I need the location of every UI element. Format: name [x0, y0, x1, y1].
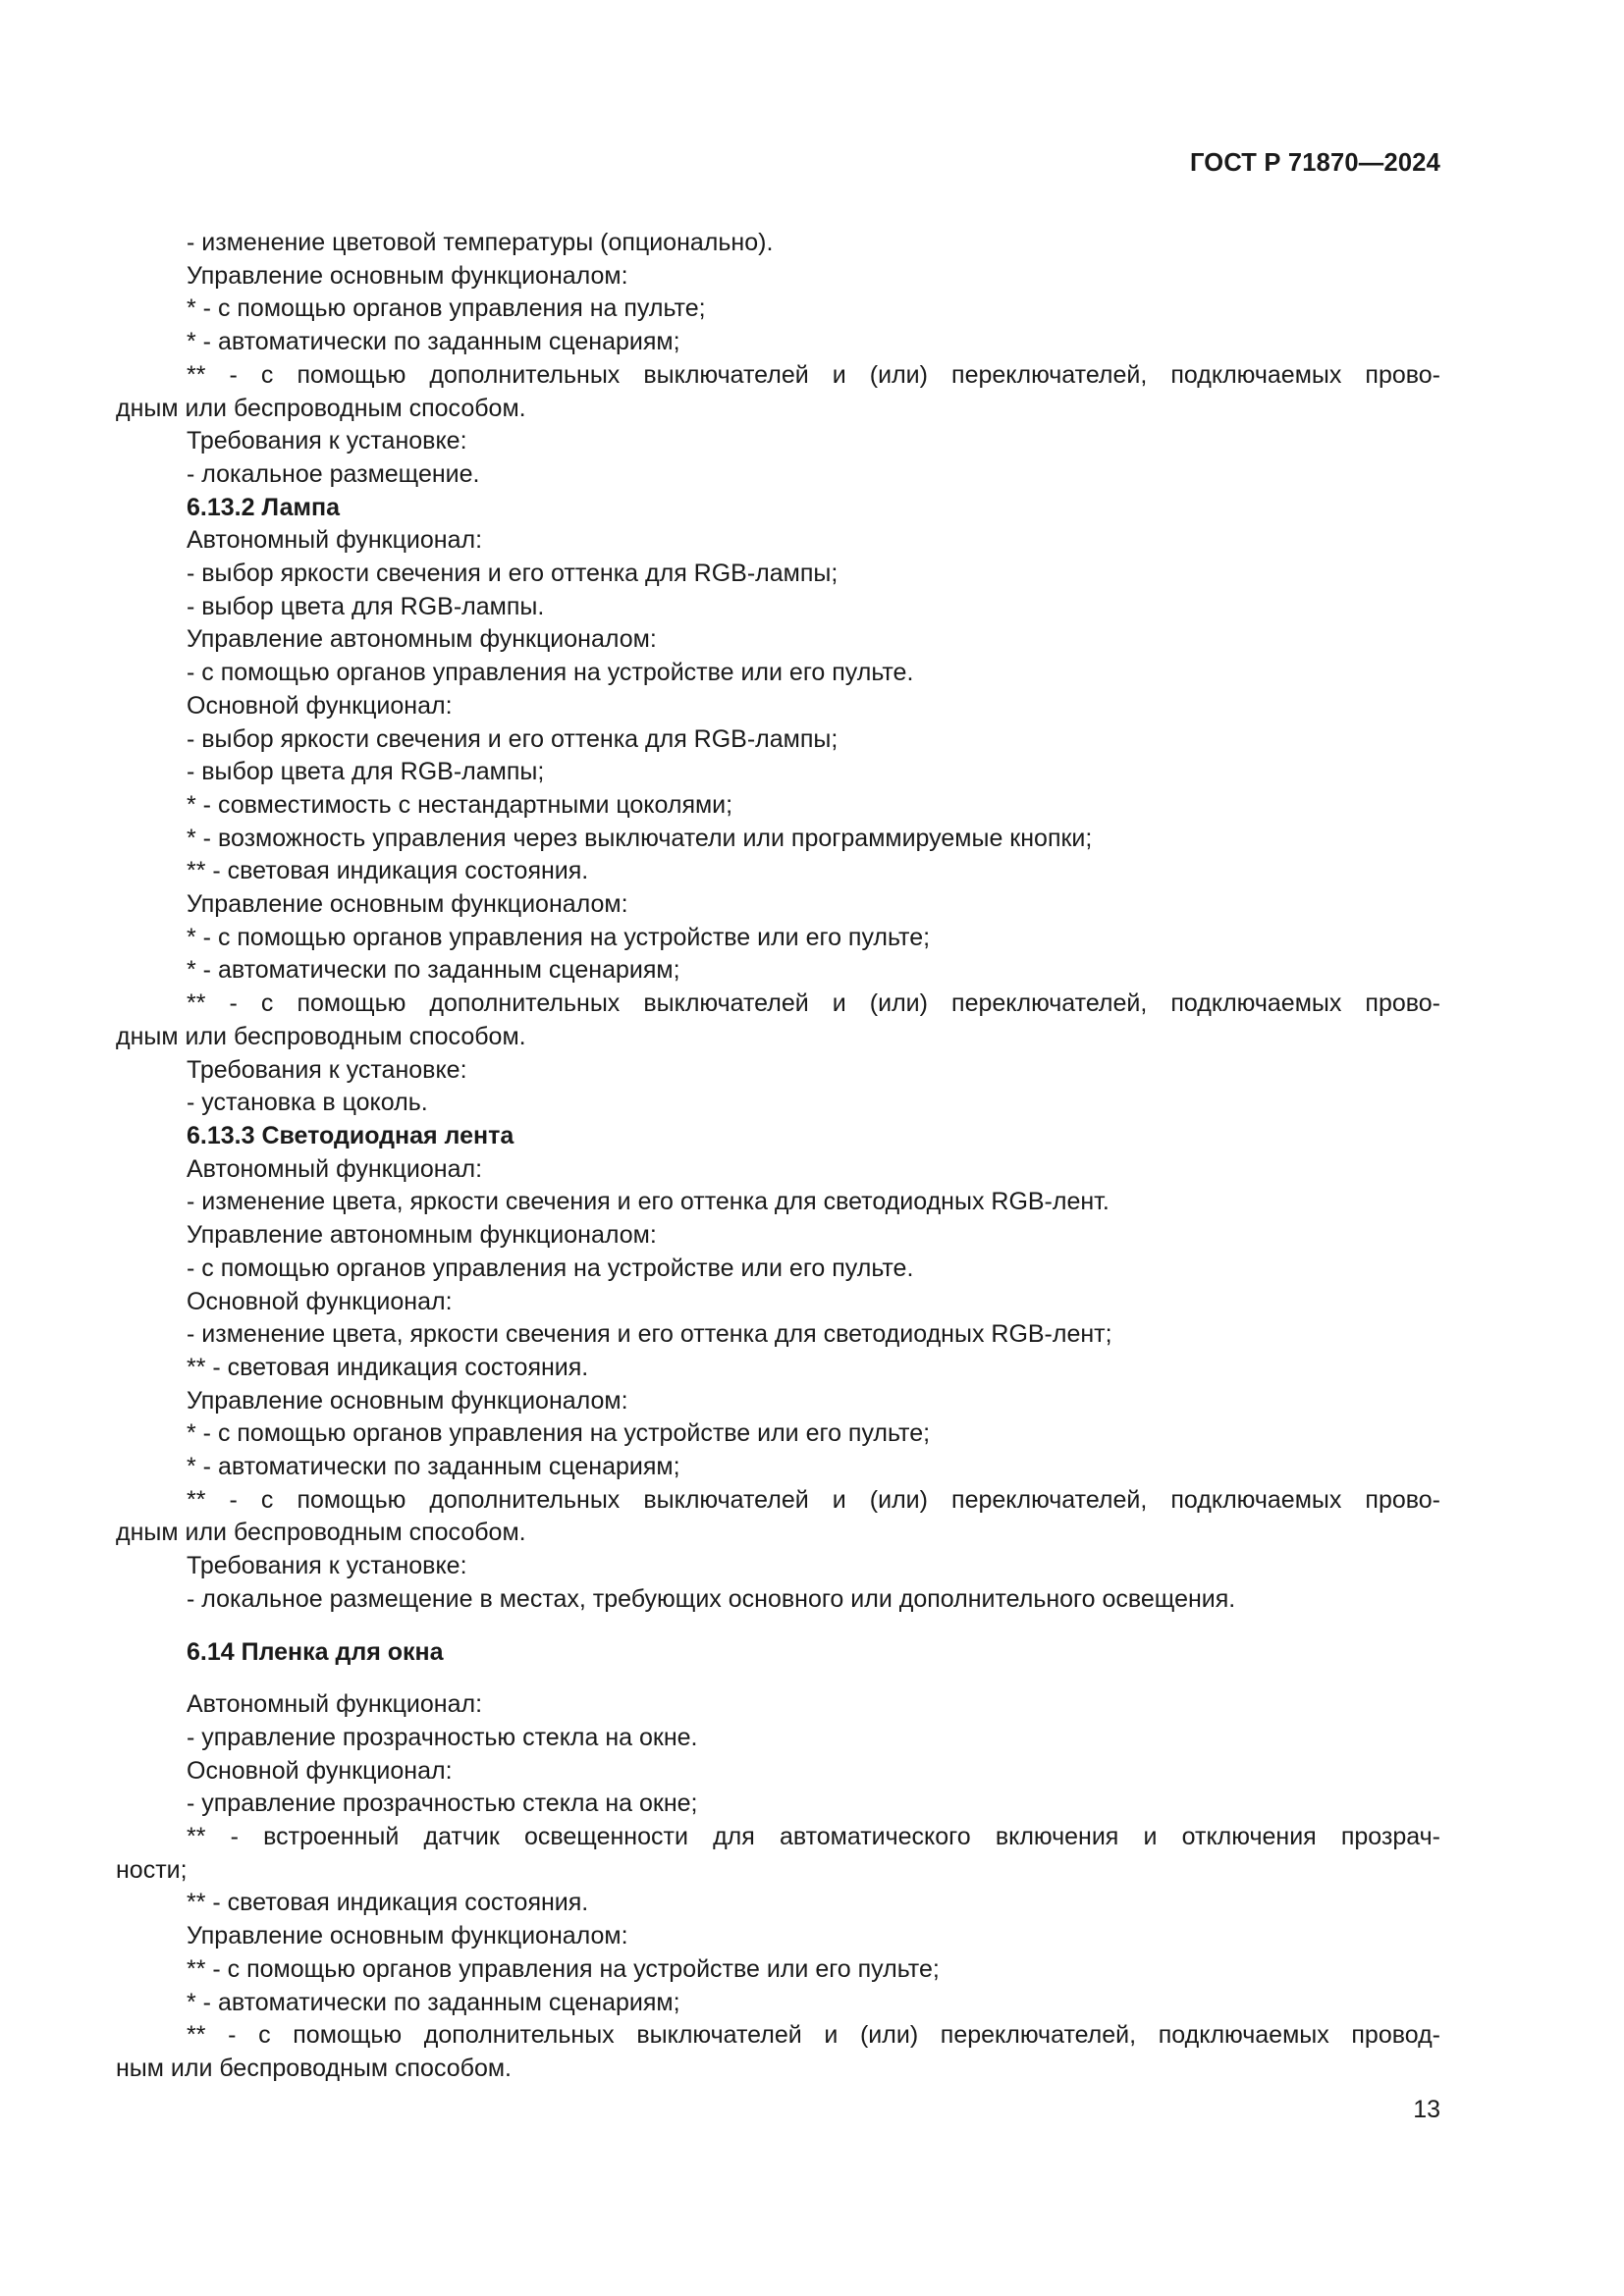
- text-line: Управление основным функционалом:: [187, 261, 628, 290]
- text-line: Основной функционал:: [187, 1287, 453, 1315]
- text-line: - выбор яркости свечения и его оттенка для RGB-лампы;: [187, 724, 839, 753]
- text-line: - управление прозрачностью стекла на окне;: [187, 1789, 698, 1818]
- text-line: Автономный функционал:: [187, 1154, 483, 1183]
- section-heading: 6.13.3 Светодиодная лента: [187, 1121, 514, 1149]
- text-line: - изменение цвета, яркости свечения и его оттенка для светодиодных RGB-лент.: [187, 1188, 1110, 1216]
- text-line: * - с помощью органов управления на устройстве или его пульте;: [187, 923, 931, 951]
- text-line: ** - с помощью дополнительных выключателей и (или) переключателей, подключаемых прово-: [187, 989, 1440, 1018]
- text-line: - изменение цвета, яркости свечения и его оттенка для светодиодных RGB-лент;: [187, 1320, 1112, 1349]
- section-heading: 6.14 Пленка для окна: [187, 1637, 444, 1666]
- text-line: - выбор цвета для RGB-лампы;: [187, 758, 545, 786]
- text-line: * - с помощью органов управления на пульте;: [187, 294, 706, 323]
- text-line: - выбор яркости свечения и его оттенка для RGB-лампы;: [187, 560, 839, 588]
- text-line: ** - с помощью дополнительных выключателей и (или) переключателей, подключаемых прово-: [187, 1485, 1440, 1514]
- text-line: * - возможность управления через выключатели или программируемые кнопки;: [187, 824, 1093, 852]
- text-line: Основной функционал:: [187, 691, 453, 720]
- text-line-continuation: ности;: [116, 1855, 188, 1884]
- text-line: ** - световая индикация состояния.: [187, 857, 589, 885]
- text-line-continuation: дным или беспроводным способом.: [116, 1519, 526, 1547]
- text-line-continuation: ным или беспроводным способом.: [116, 2054, 512, 2082]
- text-line: * - автоматически по заданным сценариям;: [187, 1453, 680, 1481]
- text-line: ** - с помощью органов управления на устройстве или его пульте;: [187, 1954, 940, 1983]
- text-line: Основной функционал:: [187, 1756, 453, 1785]
- text-line: Требования к установке:: [187, 427, 467, 455]
- text-line: * - автоматически по заданным сценариям;: [187, 1988, 680, 2016]
- text-line: * - совместимость с нестандартными цоколями;: [187, 790, 733, 819]
- page-number: 13: [1413, 2096, 1440, 2123]
- text-line: - выбор цвета для RGB-лампы.: [187, 592, 545, 620]
- document-body: [116, 227, 1440, 2086]
- text-line-continuation: дным или беспроводным способом.: [116, 394, 526, 422]
- text-line: - установка в цоколь.: [187, 1089, 428, 1117]
- text-line: - с помощью органов управления на устройстве или его пульте.: [187, 1254, 914, 1282]
- text-line: ** - встроенный датчик освещенности для автоматического включения и отключения прозрач-: [187, 1823, 1440, 1851]
- text-line: Управление автономным функционалом:: [187, 1221, 657, 1250]
- text-line: * - автоматически по заданным сценариям;: [187, 956, 680, 985]
- text-line: Автономный функционал:: [187, 1690, 483, 1719]
- text-line: - изменение цветовой температуры (опционально).: [187, 229, 774, 256]
- text-line: - с помощью органов управления на устройстве или его пульте.: [187, 659, 914, 687]
- text-line: - локальное размещение в местах, требующих основного или дополнительного освещения.: [187, 1584, 1236, 1613]
- text-line: Требования к установке:: [187, 1552, 467, 1580]
- text-line: Управление основным функционалом:: [187, 1922, 628, 1950]
- document-header-id: ГОСТ Р 71870—2024: [1189, 149, 1440, 177]
- text-line: - управление прозрачностью стекла на окне.: [187, 1723, 698, 1751]
- text-line-continuation: дным или беспроводным способом.: [116, 1022, 526, 1050]
- text-line: Управление автономным функционалом:: [187, 625, 657, 654]
- text-line: ** - световая индикация состояния.: [187, 1889, 589, 1917]
- text-line: Управление основным функционалом:: [187, 1386, 628, 1415]
- text-line: * - с помощью органов управления на устройстве или его пульте;: [187, 1419, 931, 1448]
- text-line: * - автоматически по заданным сценариям;: [187, 328, 680, 356]
- text-line: ** - с помощью дополнительных выключателей и (или) переключателей, подключаемых провод-: [187, 2021, 1440, 2050]
- section-heading: 6.13.2 Лампа: [187, 493, 341, 521]
- text-line: Управление основным функционалом:: [187, 890, 628, 919]
- text-line: Требования к установке:: [187, 1055, 467, 1084]
- text-line: ** - с помощью дополнительных выключателей и (или) переключателей, подключаемых прово-: [187, 360, 1440, 389]
- text-line: ** - световая индикация состояния.: [187, 1353, 589, 1381]
- text-line: Автономный функционал:: [187, 526, 483, 555]
- text-line: - локальное размещение.: [187, 459, 480, 488]
